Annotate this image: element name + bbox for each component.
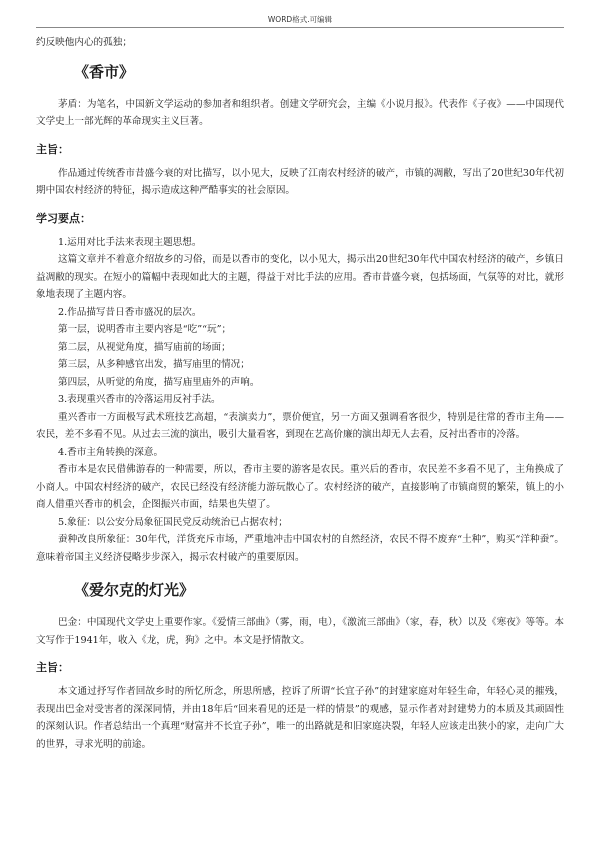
author-intro-bajin: 巴金：中国现代文学史上重要作家。《爱情三部曲》（雾，雨，电），《激流三部曲》（家，春，秋）以及《寒夜》等等。本文写作于1941年，收入《龙，虎，狗》之中。本文是抒情散文。 [36, 617, 564, 646]
theme-heading: 主旨： [36, 661, 69, 674]
section-title-xiangshi: 《香市》 [74, 62, 135, 81]
study-point: 这篇文章并不着意介绍故乡的习俗，而是以香市的变化，以小见大，揭示出20世纪30年代中国农村经济的破产，乡镇日益凋敝的现实。在短小的篇幅中表现如此大的主题，得益于对比手法的应用。香市昔盛今衰，包括场面，气氛等的对比，就形象地表现了主题内容。 [36, 254, 564, 300]
study-point: 4.香市主角转换的深意。 [58, 446, 164, 458]
document-body [36, 34, 564, 753]
study-point: 蚕种改良所象征：30年代，洋货充斥市场，严重地冲击中国农村的自然经济，农民不得不废弃“土种”，购买“洋种蚕”。意味着帝国主义经济侵略步步深入，揭示农村破产的重要原因。 [36, 534, 564, 563]
intro-line: 约反映他内心的孤独； [36, 37, 132, 48]
study-point: 第一层，说明香市主要内容是“吃”“玩”； [58, 324, 232, 335]
study-points-list [36, 234, 564, 567]
study-points-heading: 学习要点： [36, 211, 91, 225]
author-intro-maodun: 茅盾：为笔名，中国新文学运动的参加者和组织者。创建文学研究会，主编《小说月报》。代表作《子夜》——中国现代文学史上一部光辉的革命现实主义巨著。 [36, 98, 564, 127]
study-point: 1.运用对比手法来表现主题思想。 [58, 236, 202, 248]
theme-paragraph: 本文通过抒写作者回故乡时的所忆所念，所思所感，控诉了所谓“长宜子孙”的封建家庭对年轻生命，年轻心灵的摧残，表现出巴金对受害者的深深同情，并由18年后“回来看见的还是一样的情景”的观感，显示作者对封建势力的本质及其顽固性的深刻认识。作者总结出一个真理“财富并不长宜子孙”，唯一的出路就是和旧家庭决裂，年轻人应该走出狭小的家，走向广大的世界，寻求光明的前途。 [36, 686, 564, 750]
study-point: 重兴香市一方面极写武术班技艺高超，“表演卖力”，票价便宜，另一方面又强调看客很少，特别是往常的香市主角——农民，差不多看不见。从过去三流的演出，吸引大量看客，到现在艺高价廉的演出却无人去看，反衬出香市的冷落。 [36, 411, 564, 440]
theme-paragraph: 作品通过传统香市昔盛今衰的对比描写，以小见大，反映了江南农村经济的破产，市镇的凋敝，写出了20世纪30年代初期中国农村经济的特征，揭示造成这种严酷事实的社会原因。 [36, 167, 564, 196]
study-point: 5.象征：以公安分局象征国民党反动统治已占据农村； [58, 516, 288, 528]
study-point: 香市本是农民借佛游春的一种需要，所以，香市主要的游客是农民。重兴后的香市，农民差不多看不见了，主角换成了小商人。中国农村经济的破产，农民已经没有经济能力游玩散心了。农村经济的破产，直接影响了市镇商贸的繁荣，镇上的小商人借重兴香市的机会，企图振兴市面，结果也失望了。 [36, 464, 564, 510]
study-point: 第三层，从多种感官出发，描写庙里的情况； [58, 359, 250, 370]
section-title-aierke: 《爱尔克的灯光》 [74, 581, 195, 599]
study-point: 3.表现重兴香市的冷落运用反衬手法。 [58, 394, 221, 405]
study-point: 第二层，从视觉角度，描写庙前的场面； [58, 341, 231, 353]
theme-heading: 主旨： [36, 142, 69, 156]
study-point: 2.作品描写昔日香市盛况的层次。 [58, 306, 202, 318]
header-divider [36, 27, 564, 28]
study-point: 第四层，从听觉的角度，描写庙里庙外的声响。 [58, 376, 260, 388]
page-header: WORD格式.可编辑 [267, 15, 333, 24]
